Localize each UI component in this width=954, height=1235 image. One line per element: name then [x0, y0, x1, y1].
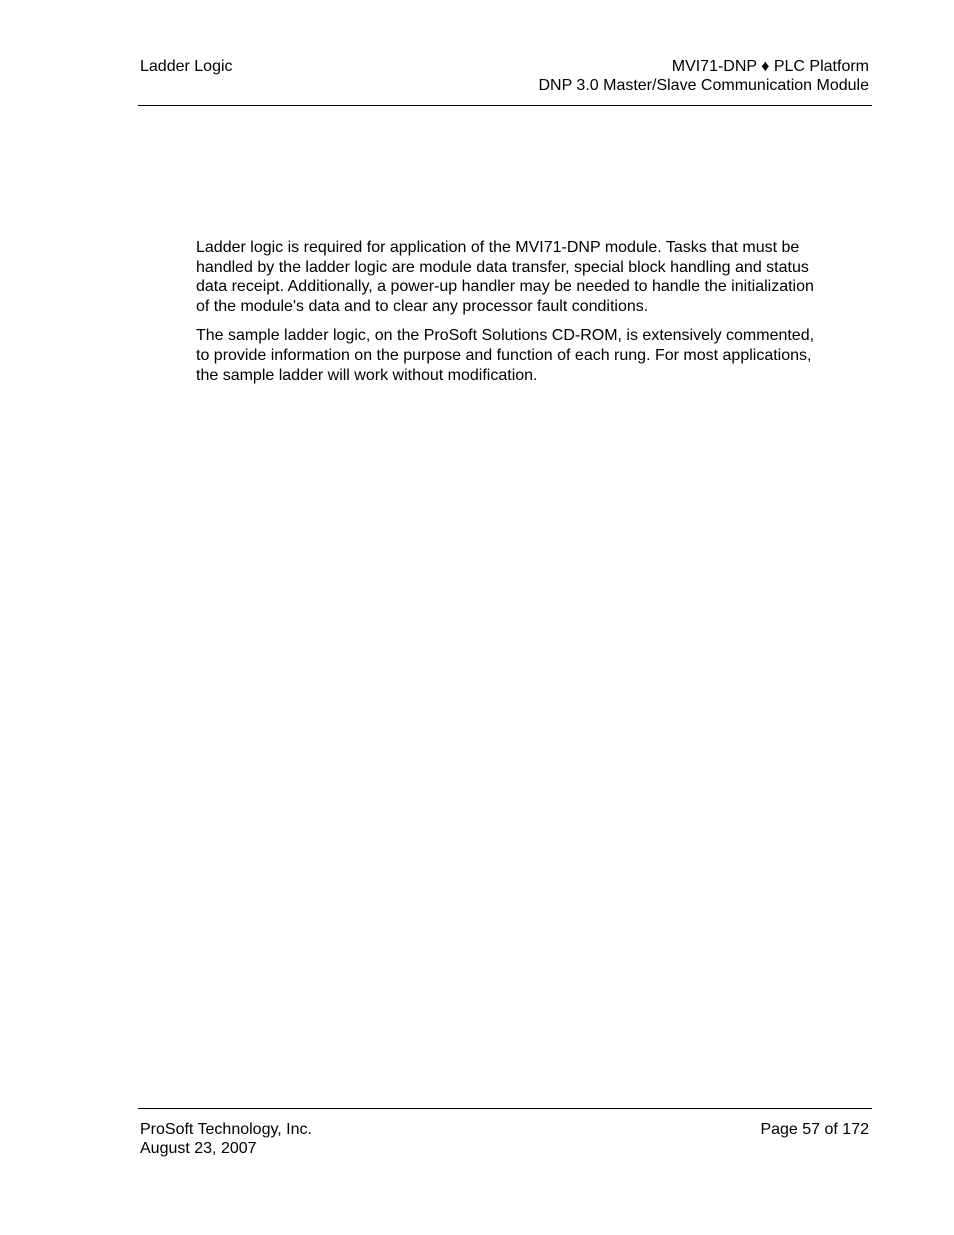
- section-title: Ladder Logic: [140, 58, 233, 75]
- header-section-title: [140, 57, 233, 76]
- header-product-info: [538, 57, 869, 95]
- product-line: MVI71-DNP ♦ PLC Platform: [671, 58, 869, 75]
- footer-divider: [138, 1108, 872, 1109]
- paragraph-sample-ladder: The sample ladder logic, on the ProSoft Solutions CD-ROM, is extensively commented, to provide information on the purpose and function of each rung. For most applications, the sample ladder will work without modification.: [196, 327, 815, 384]
- document-date: August 23, 2007: [140, 1140, 257, 1157]
- product-name: DNP 3.0 Master/Slave Communication Module: [538, 77, 869, 94]
- page-number: Page 57 of 172: [760, 1121, 869, 1138]
- company-name: ProSoft Technology, Inc.: [140, 1121, 312, 1138]
- paragraph-ladder-logic-intro: Ladder logic is required for application of the MVI71-DNP module. Tasks that must be handled by the ladder logic are module data transfer, special block handling and status data receipt. Additionally, a power-up handler may be needed to handle the initialization of the module's data and to clear any processor fault conditions.: [196, 239, 814, 315]
- header-divider: [138, 105, 872, 106]
- footer-company-info: [140, 1120, 312, 1158]
- main-content: [196, 238, 826, 395]
- footer-page-number: [760, 1120, 869, 1139]
